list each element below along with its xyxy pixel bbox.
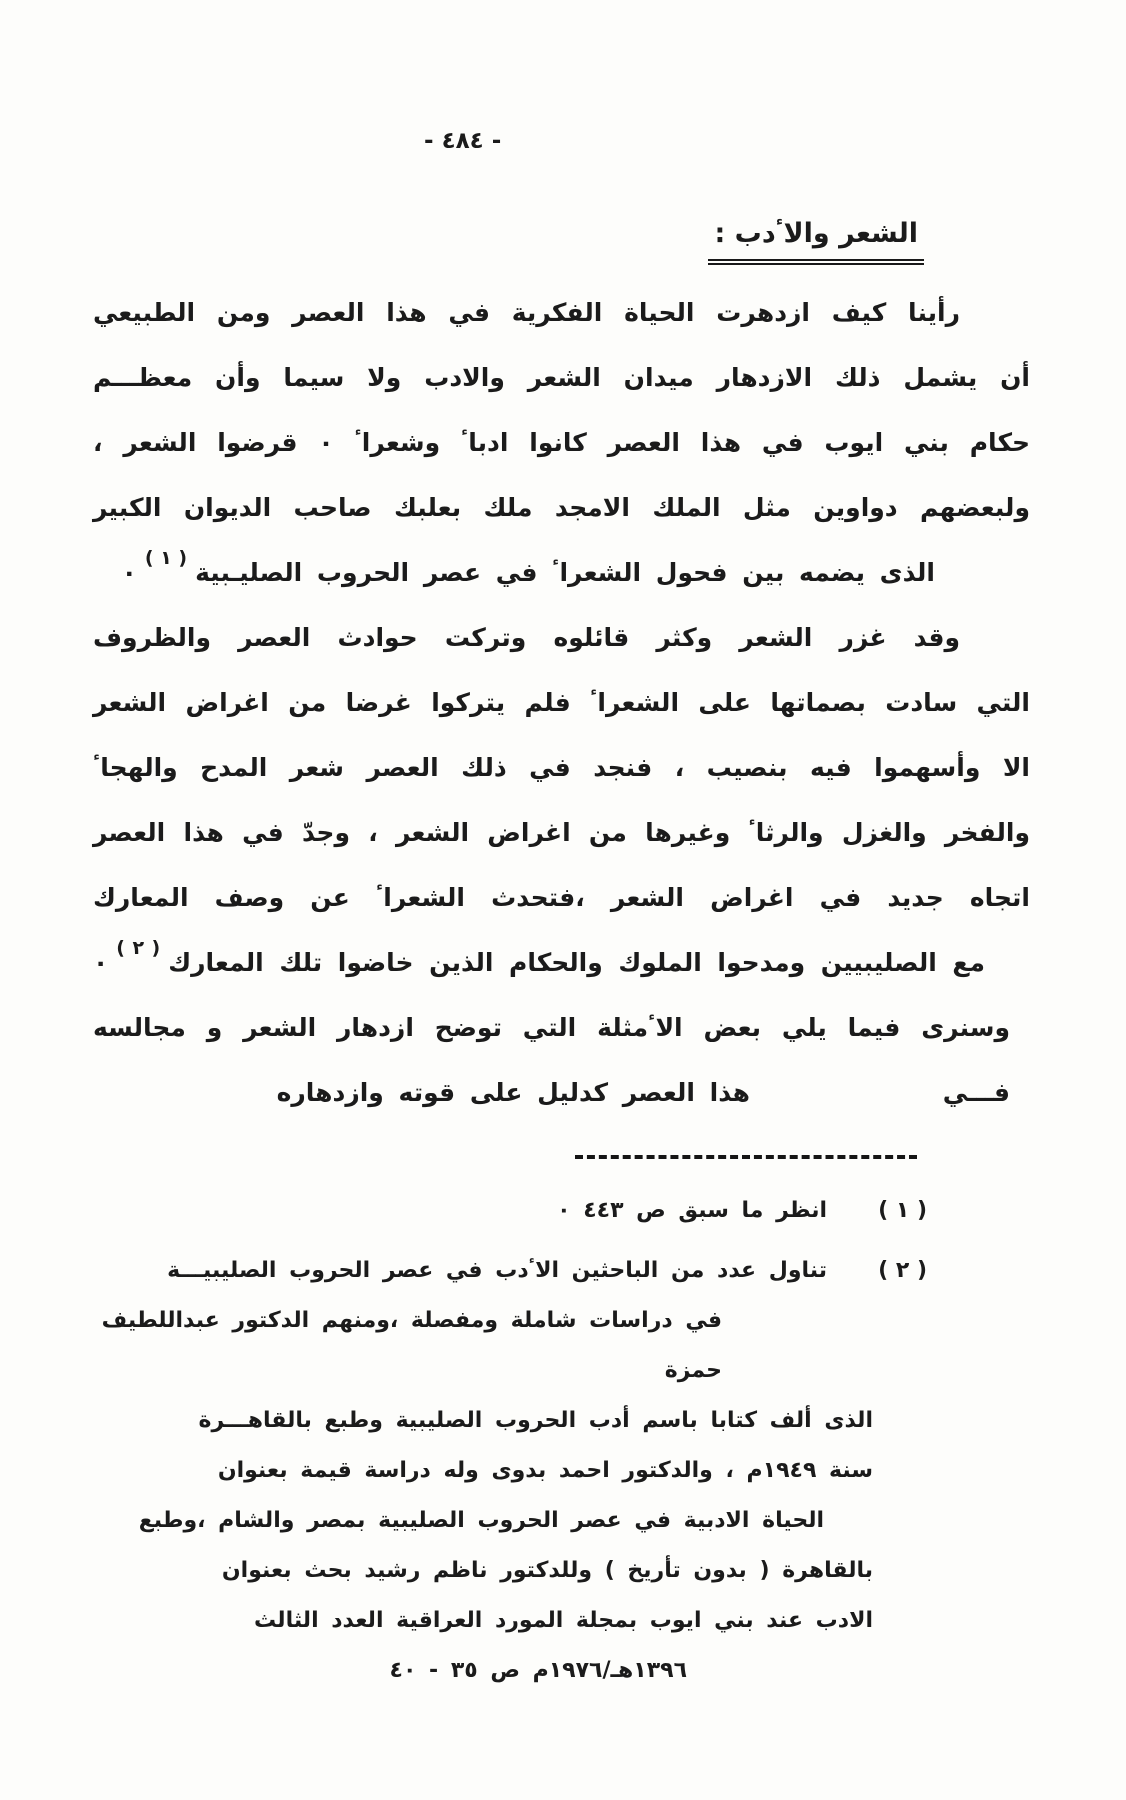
body-line: وسنرى فيما يلي بعض الاٴمثلة التي توضح ازدهار الشعر و مجالسه فـــي (93, 1013, 1010, 1107)
body-line: الا وأسهموا فيه بنصيب ، فنجد في ذلك العصر شعر المدح والهجاٴ (93, 753, 1030, 782)
footnote-2-first-line (100, 1246, 927, 1296)
footnote-2 (100, 1246, 927, 1696)
body-line: وقد غزر الشعر وكثر قائلوه وتركت حوادث العصر والظروف (93, 623, 960, 652)
footnote-1-marker: ( ١ ) (878, 1198, 927, 1223)
footnote-1 (100, 1186, 927, 1236)
body-text (93, 280, 1030, 1125)
footnote-2-text-line: في دراسات شاملة ومفصلة ،ومنهم الدكتور عبداللطيف حمزة (101, 1308, 722, 1383)
footnote-2-text-line: الادب عند بني ايوب بمجلة المورد العراقية العدد الثالث (254, 1608, 873, 1633)
footnote-2-marker: ( ٢ ) (878, 1258, 927, 1283)
body-line: اتجاه جديد في اغراض الشعر ،فتحدث الشعراٴ عن وصف المعارك (93, 883, 1030, 912)
footnote-separator (575, 1155, 917, 1159)
footnote-2-text-line: الذى ألف كتابا باسم أدب الحروب الصليبية وطبع بالقاهـــرة (198, 1408, 873, 1433)
body-line (93, 540, 1030, 605)
body-line: ولبعضهم دواوين مثل الملك الامجد ملك بعلبك صاحب الديوان الكبير (93, 493, 1030, 522)
footnote-ref-2: ( ٢ ) (116, 937, 161, 959)
footnote-2-text-line: سنة ١٩٤٩م ، والدكتور احمد بدوى وله دراسة قيمة بعنوان (217, 1458, 873, 1483)
body-line: أن يشمل ذلك الازدهار ميدان الشعر والادب ولا سيما وأن معظـــم (93, 363, 1030, 392)
body-line-text: الذى يضمه بين فحول الشعراٴ في عصر الحروب الصليـبية (195, 558, 935, 587)
body-line (93, 930, 1030, 995)
body-line: حكام بني ايوب في هذا العصر كانوا ادباٴ وشعراٴ ٠ قرضوا الشعر ، (93, 428, 1030, 457)
footnotes (100, 1186, 927, 1696)
body-line-after: ٠ (121, 558, 137, 587)
footnote-2-text-line: تناول عدد من الباحثين الاٴدب في عصر الحروب الصليبيـــة (167, 1258, 827, 1283)
footnote-ref-1: ( ١ ) (144, 547, 188, 569)
page-number: - ٤٨٤ - (424, 128, 502, 154)
body-line-text: مع الصليبيين ومدحوا الملوك والحكام الذين خاضوا تلك المعارك (168, 948, 985, 977)
body-line: هذا العصر كدليل على قوته وازدهاره (276, 1078, 750, 1107)
body-line: التي سادت بصماتها على الشعراٴ فلم يتركوا غرضا من اغراض الشعر (93, 688, 1030, 717)
footnote-2-text-line: الحياة الادبية في عصر الحروب الصليبية بمصر والشام ،وطبع (138, 1508, 824, 1533)
body-line-after: ٠ (93, 948, 109, 977)
section-heading: الشعر والاٴدب : (708, 218, 924, 265)
footnote-2-text-line: ١٣٩٦هـ/١٩٧٦م ص ٣٥ - ٤٠ (389, 1658, 687, 1683)
body-line: رأينا كيف ازدهرت الحياة الفكرية في هذا العصر ومن الطبيعي (93, 298, 960, 327)
footnote-1-text: انظر ما سبق ص ٤٤٣ ٠ (557, 1198, 827, 1223)
body-line: والفخر والغزل والرثاٴ وغيرها من اغراض الشعر ، وجدّ في هذا العصر (93, 818, 1030, 847)
footnote-2-text-line: بالقاهرة ( بدون تأريخ ) وللدكتور ناظم رشيد بحث بعنوان (221, 1558, 873, 1583)
